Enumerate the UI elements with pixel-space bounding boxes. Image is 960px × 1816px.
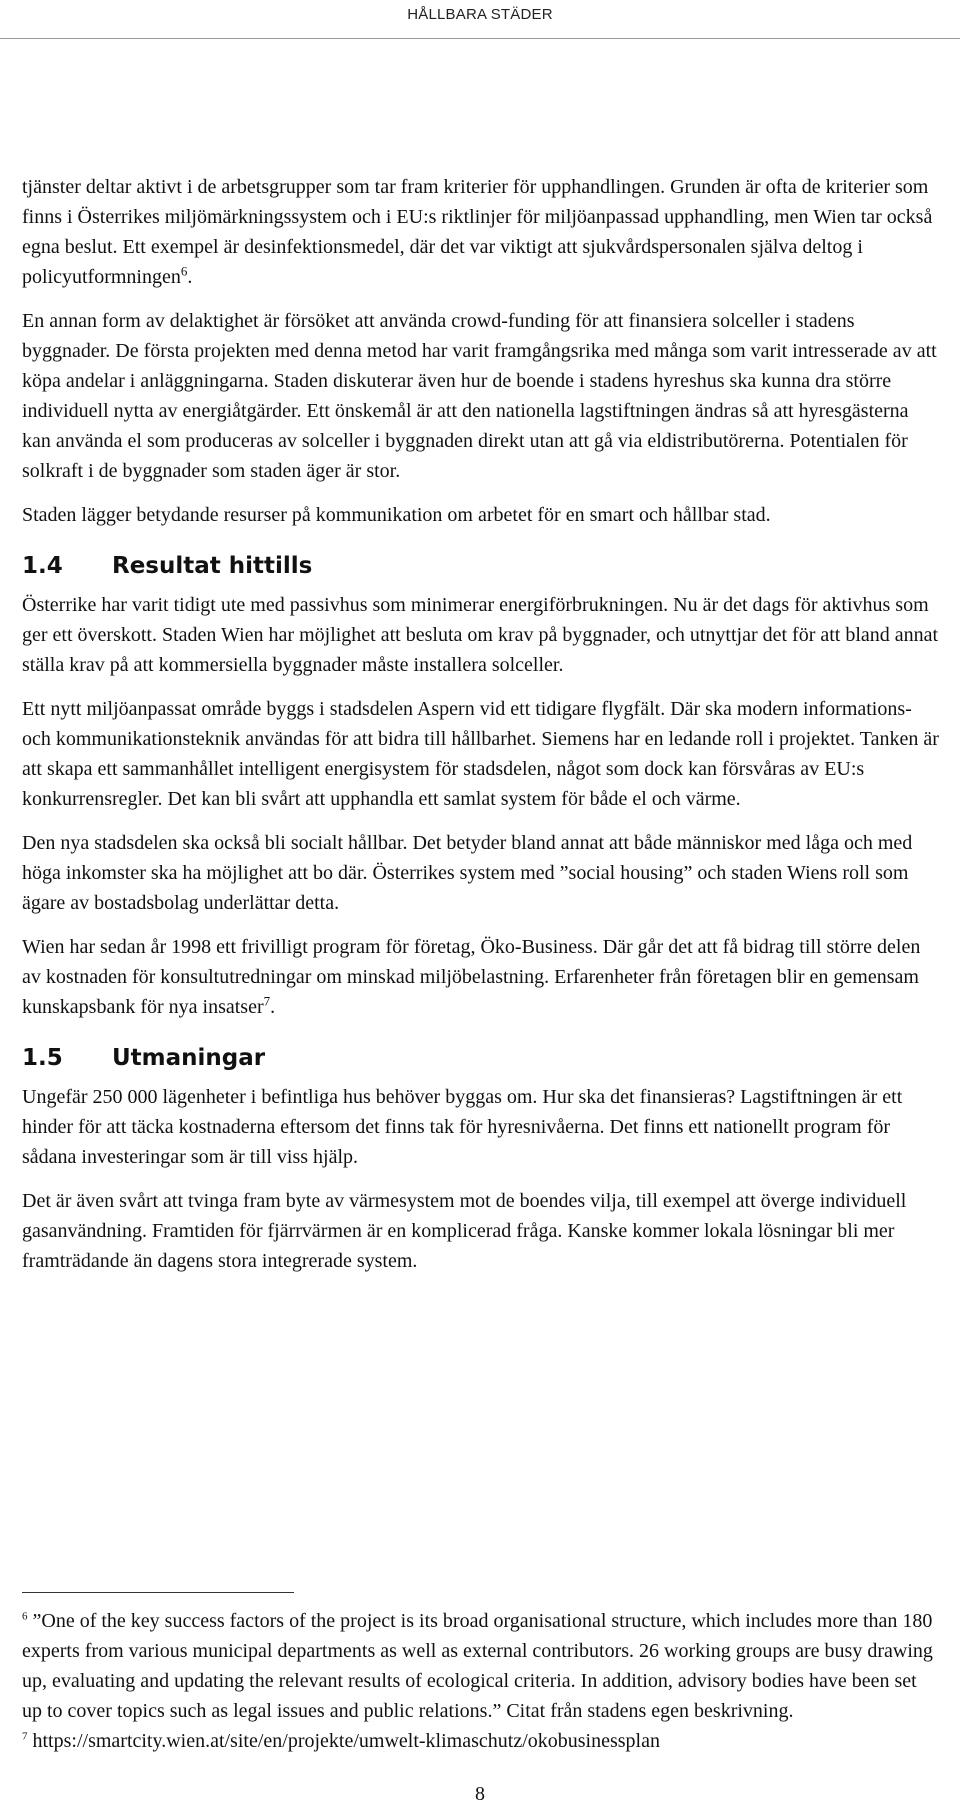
header-divider	[0, 38, 960, 39]
section-title: Utmaningar	[112, 1045, 266, 1071]
running-header-title: HÅLLBARA STÄDER	[407, 6, 553, 23]
footnotes	[22, 1606, 940, 1756]
body-paragraph: Ett nytt miljöanpassat område byggs i stadsdelen Aspern vid ett tidigare flygfält. Där ska modern informations- och kommunikationsteknik användas för att bidra till hållbarhet. Siemens har en ledande roll i projektet. Tanken är att skapa ett sammanhållet intelligent energisystem för stadsdelen, något som dock kan försvåras av EU:s konkurrensregler. Det kan bli svårt att upphandla ett samlat system för både el och värme.	[22, 698, 939, 810]
page-body	[22, 172, 940, 1290]
page-number: 8	[475, 1783, 485, 1805]
body-paragraph: tjänster deltar aktivt i de arbetsgrupper som tar fram kriterier för upphandlingen. Grunden är ofta de kriterier som finns i Österrikes miljömärkningssystem och i EU:s riktlinjer för miljöanpassad upphandling, men Wien tar också egna beslut. Ett exempel är desinfektionsmedel, där det var viktigt att sjukvårdspersonalen själva deltog i policyutformningen$^6$.	[22, 176, 933, 288]
footnote-divider	[22, 1592, 294, 1593]
body-paragraph: Ungefär 250 000 lägenheter i befintliga hus behöver byggas om. Hur ska det finansieras? Lagstiftningen är ett hinder för att täcka kostnaderna eftersom det finns tak för hyresnivåerna. Det finns ett nationellt program för sådana investeringar som är till viss hjälp.	[22, 1086, 903, 1168]
footnote-marker: 7	[22, 1730, 28, 1743]
footnote-7	[22, 1726, 940, 1756]
body-paragraph: Österrike har varit tidigt ute med passivhus som minimerar energiförbrukningen. Nu är det dags för aktivhus som ger ett överskott. Staden Wien har möjlighet att besluta om krav på byggnader, och utnyttjar det för att bland annat ställa krav på att kommersiella byggnader måste installera solceller.	[22, 594, 939, 676]
body-paragraph: Den nya stadsdelen ska också bli socialt hållbar. Det betyder bland annat att både människor med låga och med höga inkomster ska ha möjlighet att bo där. Österrikes system med ”social housing” och staden Wiens roll som ägare av bostadsbolag underlättar detta.	[22, 832, 913, 914]
body-paragraph: En annan form av delaktighet är försöket att använda crowd-funding för att finansiera solceller i stadens byggnader. De första projekten med denna metod har varit framgångsrika med många som varit intresserade av att köpa andelar i anläggningarna. Staden diskuterar även hur de boende i stadens hyreshus ska kunna dra större individuell nytta av energiåtgärder. Ett önskemål är att den nationella lagstiftningen ändras så att hyresgästerna kan använda el som produceras av solceller i byggnaden direkt utan att gå via eldistributörerna. Potentialen för solkraft i de byggnader som staden äger är stor.	[22, 310, 937, 482]
footnote-ref-6: 6	[180, 263, 188, 279]
body-paragraph: Staden lägger betydande resurser på kommunikation om arbetet för en smart och hållbar stad.	[22, 504, 771, 526]
footnote-url: https://smartcity.wien.at/site/en/projekte/umwelt-klimaschutz/okobusinessplan	[32, 1730, 660, 1752]
section-number: 1.4	[22, 553, 63, 579]
section-number: 1.5	[22, 1045, 63, 1071]
section-title: Resultat hittills	[112, 553, 313, 579]
footnote-ref-7: 7	[263, 993, 271, 1009]
body-paragraph: Det är även svårt att tvinga fram byte av värmesystem mot de boendes vilja, till exempel att överge individuell gasanvändning. Framtiden för fjärrvärmen är en komplicerad fråga. Kanske kommer lokala lösningar bli mer framträdande än dagens stora integrerade system.	[22, 1190, 907, 1272]
body-paragraph: Wien har sedan år 1998 ett frivilligt program för företag, Öko-Business. Där går det att få bidrag till större delen av kostnaden för konsultutredningar om minskad miljöbelastning. Erfarenheter från företagen blir en gemensam kunskapsbank för nya insatser$^7$.	[22, 936, 921, 1018]
footnote-6: $^6$ ”One of the key success factors of the project is its broad organisational structure, which includes more than 180 experts from various municipal departments as well as external contributors. 26 working groups are busy drawing up, evaluating and updating the relevant results of ecological criteria. In addition, advisory bodies have been set up to cover topics such as legal issues and public relations.” Citat från stadens egen beskrivning.	[22, 1610, 933, 1722]
section-heading-1-4	[22, 548, 940, 584]
section-heading-1-5	[22, 1040, 940, 1076]
footnote-marker: 6	[22, 1610, 28, 1623]
